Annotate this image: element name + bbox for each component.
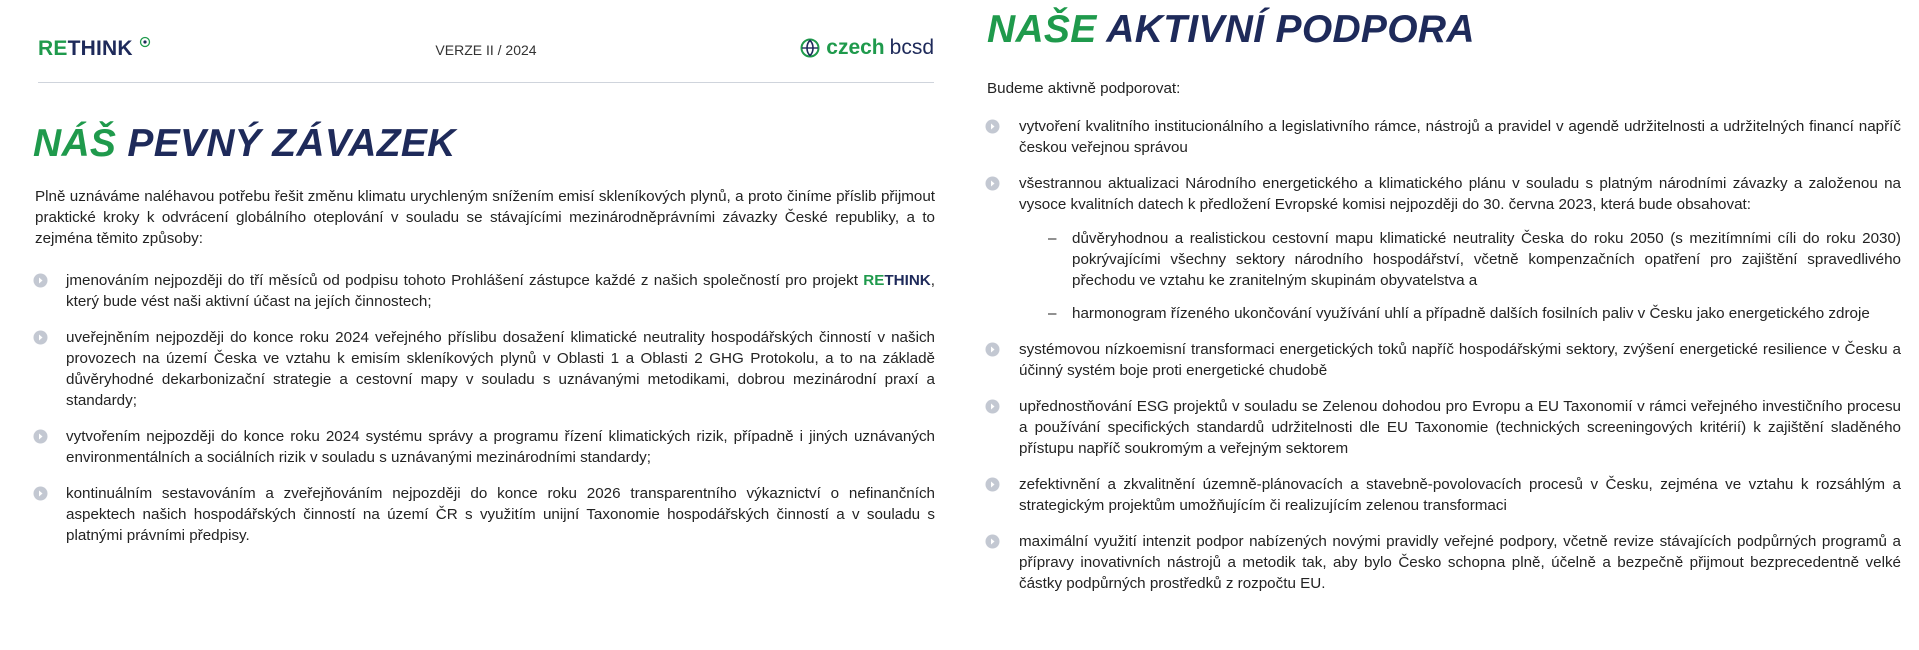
chevron-bullet-icon — [985, 119, 1000, 134]
sub-list-item: – důvěryhodnou a realistickou cestovní mapu klimatické neutrality Česka do roku 2050 (s mezitímními cíli do roku 2030) pokrývajícími všechny sektory národního hospodářství, včetně kompenzačních opatření pro zajištění spravedlivého přechodu ve vztahu ke zranitelným skupinám obyvatelstva a — [1048, 230, 1901, 289]
commitment-intro: Plně uznáváme naléhavou potřebu řešit změnu klimatu urychleným snížením emisí skleníkových plynů, a proto činíme příslib přijmout praktické kroky k odvrácení globálního oteplování v souladu se stávajícími mezinárodněprávními závazky České republiky, a to zejména těmito způsoby: — [35, 188, 935, 247]
globe-leaf-icon — [799, 37, 821, 59]
chevron-bullet-icon — [985, 534, 1000, 549]
chevron-bullet-icon — [33, 273, 48, 288]
chevron-bullet-icon — [985, 176, 1000, 191]
version-label: VERZE II / 2024 — [435, 42, 537, 58]
czech-bcsd-logo: czech bcsd — [799, 34, 934, 62]
list-item: jmenováním nejpozději do tří měsíců od podpisu tohoto Prohlášení zástupce každé z našich společností pro projekt RETHINK, který bude vést naši aktivní účast na jejích činnostech; — [33, 270, 935, 312]
header-divider — [38, 82, 934, 83]
list-item: všestrannou aktualizaci Národního energetického a klimatického plánu v souladu s platným národními závazky a založenou na vysoce kvalitních datech k předložení Evropské komisi nejpozději do 30. června 2023, která bude obsahovat: – důvěryhodnou a realistickou cestovní mapu klimatické neutrality Česka do roku 2050 (s mezitímními cíli do roku 2030) pokrývajícími všechny sektory národního hospodářství, včetně kompenzačních opatření pro zajištění spravedlivého přechodu ve vztahu ke zranitelným skupinám obyvatelstva a – harmonogram řízeného ukončování využívání uhlí a případně dalších fosilních paliv v Česku jako energetického zdroje — [985, 173, 1901, 324]
list-item: vytvořením nejpozději do konce roku 2024 systému správy a programu řízení klimatických rizik, případně i jiných uznávaných environmentálních a sociálních rizik v souladu s uznávanými mezinárodními standardy; — [33, 426, 935, 468]
support-list — [985, 116, 1901, 609]
list-item: kontinuálním sestavováním a zveřejňováním nejpozději do konce roku 2026 transparentního výkaznictví o nefinančních aspektech našich hospodářských činností na území ČR s využitím unijní Taxonomie hospodářských činností a v souladu s platnými právními předpisy. — [33, 483, 935, 546]
list-item: vytvoření kvalitního institucionálního a legislativního rámce, nástrojů a pravidel v agendě udržitelnosti a udržitelných financí napříč českou veřejnou správou — [985, 116, 1901, 158]
right-page — [960, 0, 1919, 650]
chevron-bullet-icon — [33, 330, 48, 345]
list-item: upřednostňování ESG projektů v souladu se Zelenou dohodou pro Evropu a EU Taxonomií v rámci veřejného investičního procesu a používání specifických standardů udržitelnosti dle EU Taxonomie (technických screeningových kritérií) k zajištění sladěného přístupu napříč soukromým a veřejným sektorem — [985, 396, 1901, 459]
chevron-bullet-icon — [985, 342, 1000, 357]
sub-list — [985, 228, 1901, 324]
commitment-list — [33, 270, 935, 561]
right-heading: NAŠE AKTIVNÍ PODPORA — [987, 8, 1475, 51]
chevron-bullet-icon — [33, 429, 48, 444]
list-item: uveřejněním nejpozději do konce roku 2024 veřejného příslibu dosažení klimatické neutrality hospodářských činností v našich provozech na území Česka ve vztahu k emisím skleníkových plynů v Oblasti 1 a Oblasti 2 GHG Protokolu, a to na základě důvěryhodné dekarbonizační strategie a cestovní mapy v souladu s uznávanými metodikami, dobrou mezinárodní praxí a standardy; — [33, 327, 935, 411]
list-item: systémovou nízkoemisní transformaci energetických toků napříč hospodářskými sektory, zvýšení energetické resilience v Česku a účinný systém boje proti energetické chudobě — [985, 339, 1901, 381]
support-intro: Budeme aktivně podporovat: — [987, 80, 1181, 97]
sub-list-item: – harmonogram řízeného ukončování využívání uhlí a případně dalších fosilních paliv v Česku jako energetického zdroje — [1048, 305, 1870, 322]
chevron-bullet-icon — [33, 486, 48, 501]
left-heading: NÁŠ PEVNÝ ZÁVAZEK — [33, 122, 456, 165]
list-item: zefektivnění a zkvalitnění územně-plánovacích a stavebně-povolovacích procesů v Česku, zejména ve vztahu k rozsáhlým a strategickým projektům umožňujícím či realizujícím zelenou transformaci — [985, 474, 1901, 516]
chevron-bullet-icon — [985, 399, 1000, 414]
chevron-bullet-icon — [985, 477, 1000, 492]
rethink-logo: RETHINK — [38, 37, 133, 60]
list-item: maximální využití intenzit podpor nabízených novými pravidly veřejné podpory, včetně revize stávajících podpůrných programů a přípravy inovativních nástrojů a metodik tak, aby bylo Česko schopna plně, účelně a bezpečně přijmout bezprecedentně velké částky podpůrných prostředků z rozpočtu EU. — [985, 531, 1901, 594]
page-header — [38, 34, 934, 64]
